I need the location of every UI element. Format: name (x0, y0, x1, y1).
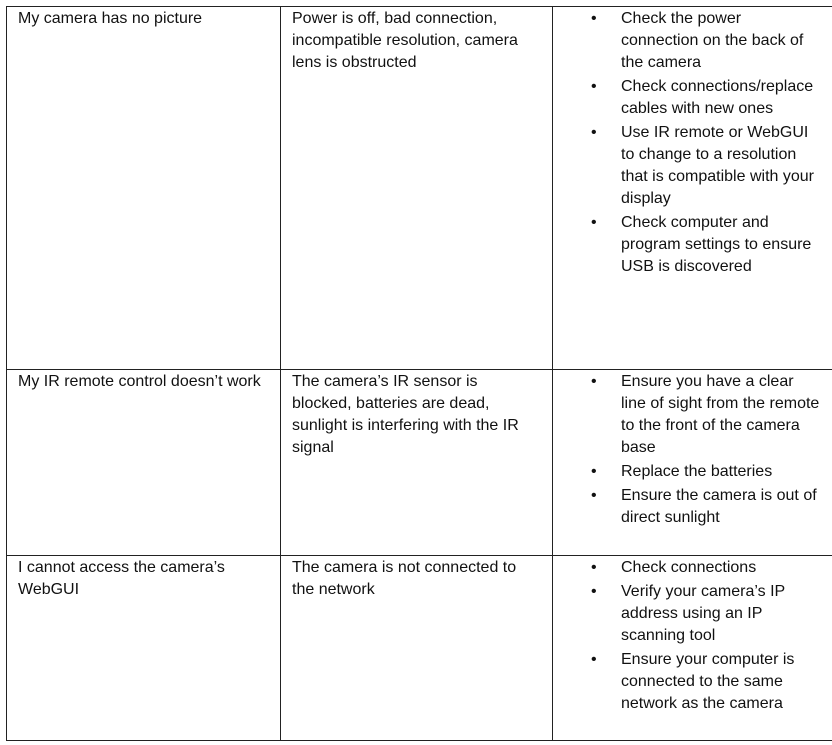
bullet-icon: • (591, 487, 597, 504)
cause-text: Power is off, bad connection, incompatible resolution, camera lens is obstructed (292, 10, 518, 71)
solution-text: Ensure you have a clear line of sight from the remote to the front of the camera base (621, 373, 820, 456)
bullet-icon: • (591, 214, 597, 231)
table-row (7, 7, 832, 370)
cause-text: The camera’s IR sensor is blocked, batteries are dead, sunlight is interfering with the IR signal (292, 373, 519, 456)
bullet-icon: • (591, 583, 597, 600)
cause-text: The camera is not connected to the network (292, 559, 517, 598)
problem-text: I cannot access the camera’s WebGUI (18, 559, 225, 598)
solution-item (553, 371, 821, 459)
solution-text: Check connections (621, 559, 757, 576)
cause-cell (281, 7, 553, 370)
solution-text: Replace the batteries (621, 463, 773, 480)
solution-text: Ensure the camera is out of direct sunlight (621, 487, 817, 526)
solution-item (553, 485, 821, 529)
solution-text: Ensure your computer is connected to the same network as the camera (621, 651, 795, 712)
troubleshooting-table (6, 6, 832, 741)
solution-item (553, 122, 821, 210)
solution-item (553, 212, 821, 278)
solution-item (553, 557, 821, 579)
solution-item (553, 8, 821, 74)
solution-item (553, 581, 821, 647)
solution-item (553, 76, 821, 120)
solution-item (553, 461, 821, 483)
solution-text: Verify your camera’s IP address using an IP scanning tool (621, 583, 785, 644)
bullet-icon: • (591, 124, 597, 141)
problem-text: My IR remote control doesn’t work (18, 373, 261, 390)
solution-text: Use IR remote or WebGUI to change to a resolution that is compatible with your display (621, 124, 814, 207)
solution-text: Check the power connection on the back of the camera (621, 10, 804, 71)
bullet-icon: • (591, 78, 597, 95)
solution-list (553, 370, 832, 529)
solution-list (553, 7, 832, 278)
bullet-icon: • (591, 463, 597, 480)
solution-cell (553, 7, 832, 370)
solution-list (553, 556, 832, 715)
problem-cell (7, 556, 281, 741)
solution-item (553, 649, 821, 715)
solution-text: Check computer and program settings to ensure USB is discovered (621, 214, 812, 275)
solution-cell (553, 370, 832, 556)
solution-cell (553, 556, 832, 741)
problem-cell (7, 7, 281, 370)
problem-text: My camera has no picture (18, 10, 203, 27)
bullet-icon: • (591, 559, 597, 576)
solution-text: Check connections/replace cables with new ones (621, 78, 814, 117)
bullet-icon: • (591, 10, 597, 27)
table-row (7, 370, 832, 556)
table-row (7, 556, 832, 741)
problem-cell (7, 370, 281, 556)
cause-cell (281, 556, 553, 741)
bullet-icon: • (591, 373, 597, 390)
cause-cell (281, 370, 553, 556)
bullet-icon: • (591, 651, 597, 668)
